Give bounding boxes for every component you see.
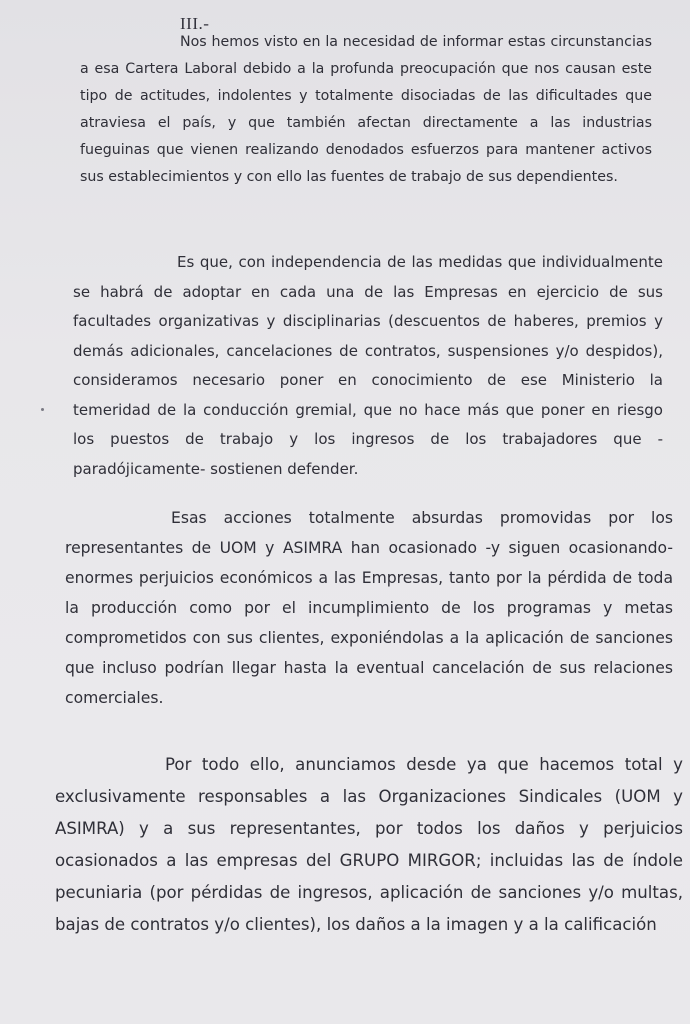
paragraph-2: Es que, con independencia de las medidas que individualmente se habrá de adoptar en cada una de las Empresas en ejercicio de sus facultades organizativas y disciplinarias (descuentos de haberes, premios y demás adicionales, cancelaciones de contratos, suspensiones y/o despidos), consideramos necesario poner en conocimiento de ese Ministerio la temeridad de la conducción gremial, que no hace más que poner en riesgo los puestos de trabajo y los ingresos de los trabajadores que -paradójicamente- sostienen defender. (73, 253, 663, 478)
paragraph-4: Por todo ello, anunciamos desde ya que hacemos total y exclusivamente responsables a las Organizaciones Sindicales (UOM y ASIMRA) y a sus representantes, por todos los daños y perjuicios ocasionados a las empresas del GRUPO MIRGOR; incluidas las de índole pecuniaria (por pérdidas de ingresos, aplicación de sanciones y/o multas, bajas de contratos y/o clientes), los daños a la imagen y a la calificación (55, 755, 683, 934)
section-heading: III.- (180, 14, 210, 33)
paragraph-1: Nos hemos visto en la necesidad de informar estas circunstancias a esa Cartera Laboral debido a la profunda preocupación que nos causan este tipo de actitudes, indolentes y totalmente disociadas de las dificultades que atraviesa el país, y que también afectan directamente a las industrias fueguinas que vienen realizando denodados esfuerzos para mantener activos sus establecimientos y con ello las fuentes de trabajo de sus dependientes. (80, 34, 652, 185)
paper-mark (41, 408, 44, 411)
paragraph-3: Esas acciones totalmente absurdas promovidas por los representantes de UOM y ASIMRA han ocasionado -y siguen ocasionando- enormes perjuicios económicos a las Empresas, tanto por la pérdida de toda la producción como por el incumplimiento de los programas y metas comprometidos con sus clientes, exponiéndolas a la aplicación de sanciones que incluso podrían llegar hasta la eventual cancelación de sus relaciones comerciales. (65, 509, 673, 707)
